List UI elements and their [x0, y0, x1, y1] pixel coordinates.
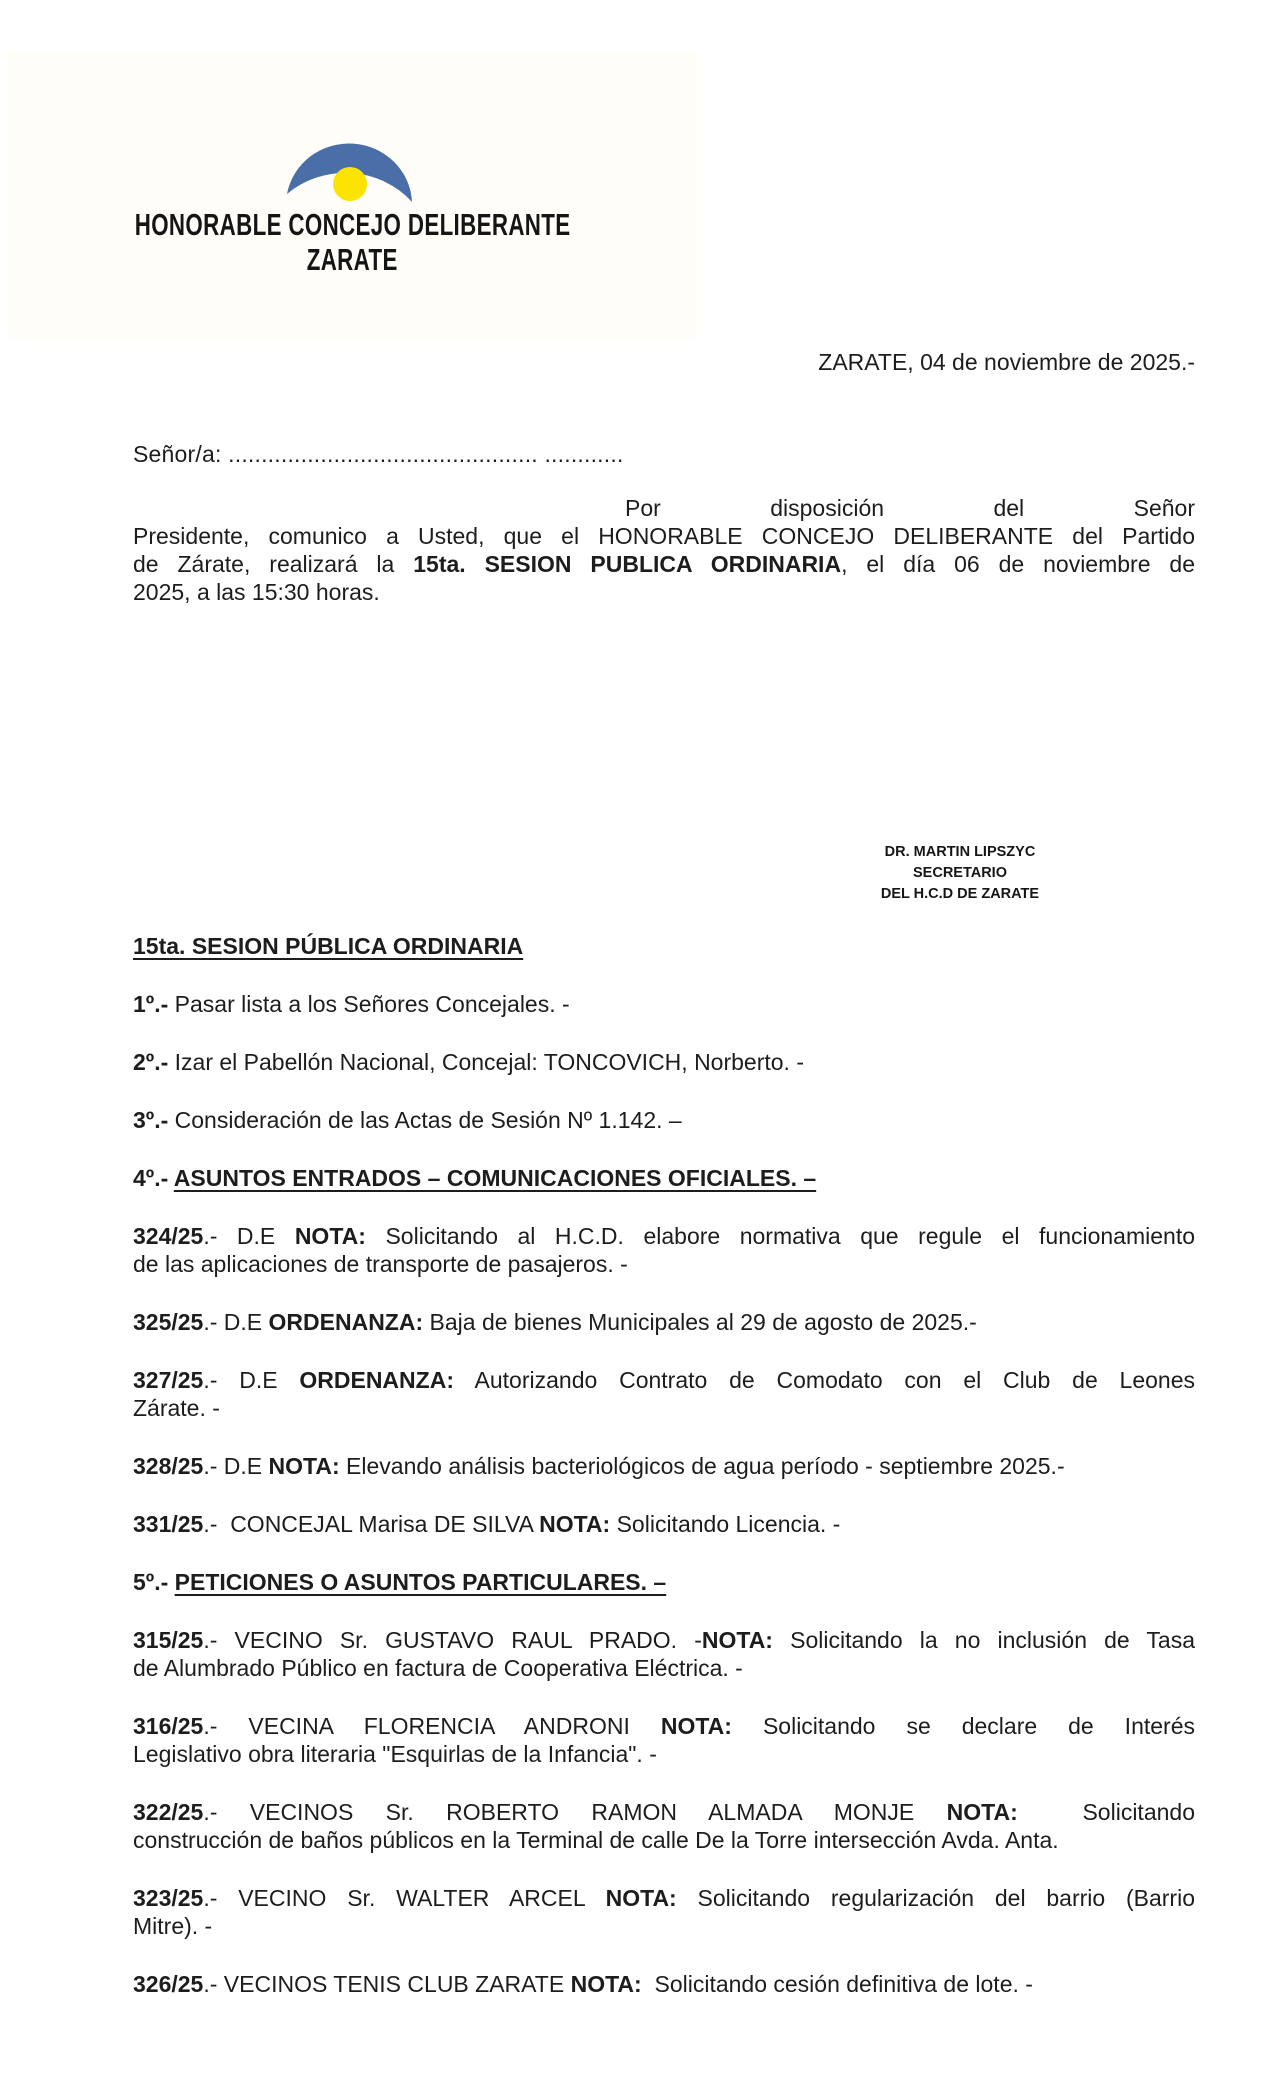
- addressee-line: Señor/a: ............................................... ............: [133, 441, 624, 467]
- agenda-item-326-25: 326/25.- VECINOS TENIS CLUB ZARATE NOTA: Solicitando cesión definitiva de lote. -: [133, 1971, 1033, 1997]
- agenda-item-331-25: 331/25.- CONCEJAL Marisa DE SILVA NOTA: Solicitando Licencia. -: [133, 1511, 841, 1537]
- signature-name: DR. MARTIN LIPSZYC: [884, 844, 1036, 860]
- letterhead-logo-panel: [8, 52, 697, 338]
- agenda-item-328-25: 328/25.- D.E NOTA: Elevando análisis bacteriológicos de agua período - septiembre 2025.-: [133, 1453, 1065, 1479]
- agenda-item-315-25: 315/25.- VECINO Sr. GUSTAVO RAUL PRADO. -NOTA: Solicitando la no inclusión de Tasa de Alumbrado Público en factura de Cooperativa Eléctrica. -: [133, 1627, 1195, 1681]
- intro-paragraph-block: [133, 494, 1195, 636]
- session-heading: 15ta. SESION PÚBLICA ORDINARIA: [133, 933, 524, 959]
- agenda-item-2: 2º.- Izar el Pabellón Nacional, Concejal: TONCOVICH, Norberto. -: [133, 1049, 804, 1075]
- signature-block: [700, 842, 1220, 905]
- agenda-item-1: 1º.- Pasar lista a los Señores Concejales. -: [133, 991, 570, 1017]
- agenda-item-325-25: 325/25.- D.E ORDENANZA: Baja de bienes Municipales al 29 de agosto de 2025.-: [133, 1309, 977, 1335]
- agenda-item-322-25: 322/25.- VECINOS Sr. ROBERTO RAMON ALMADA MONJE NOTA: Solicitando construcción de baños públicos en la Terminal de calle De la Torre intersección Avda. Anta.: [133, 1799, 1195, 1853]
- logo-sun-shape: [333, 167, 367, 201]
- agenda-item-323-25: 323/25.- VECINO Sr. WALTER ARCEL NOTA: Solicitando regularización del barrio (Barrio Mitre). -: [133, 1885, 1195, 1939]
- intro-paragraph: Por disposición del Señor Presidente, comunico a Usted, que el HONORABLE CONCEJO DELIBERANTE del Partido de Zárate, realizará la 15ta. SESION PUBLICA ORDINARIA, el día 06 de noviembre de 2025, a las 15:30 horas.: [133, 495, 1195, 605]
- agenda-item-5-heading: 5º.- PETICIONES O ASUNTOS PARTICULARES. –: [133, 1569, 667, 1595]
- logo-org-name: HONORABLE CONCEJO DELIBERANTE: [134, 207, 571, 242]
- signature-title: SECRETARIO: [913, 865, 1007, 881]
- agenda-item-327-25: 327/25.- D.E ORDENANZA: Autorizando Contrato de Comodato con el Club de Leones Zárate. -: [133, 1367, 1196, 1421]
- letter-date: ZARATE, 04 de noviembre de 2025.-: [818, 349, 1195, 375]
- logo-org-city: ZARATE: [306, 242, 399, 277]
- agenda-item-4-heading: 4º.- ASUNTOS ENTRADOS – COMUNICACIONES OFICIALES. –: [133, 1165, 817, 1191]
- agenda-item-3: 3º.- Consideración de las Actas de Sesión Nº 1.142. –: [133, 1107, 682, 1133]
- agenda-item-324-25: 324/25.- D.E NOTA: Solicitando al H.C.D. elabore normativa que regule el funcionamiento de las aplicaciones de transporte de pasajeros. -: [133, 1223, 1196, 1277]
- agenda-list: [133, 932, 1195, 2028]
- signature-org: DEL H.C.D DE ZARATE: [880, 886, 1040, 902]
- agenda-item-316-25: 316/25.- VECINA FLORENCIA ANDRONI NOTA: Solicitando se declare de Interés Legislativo obra literaria "Esquirlas de la Infancia". -: [133, 1713, 1195, 1767]
